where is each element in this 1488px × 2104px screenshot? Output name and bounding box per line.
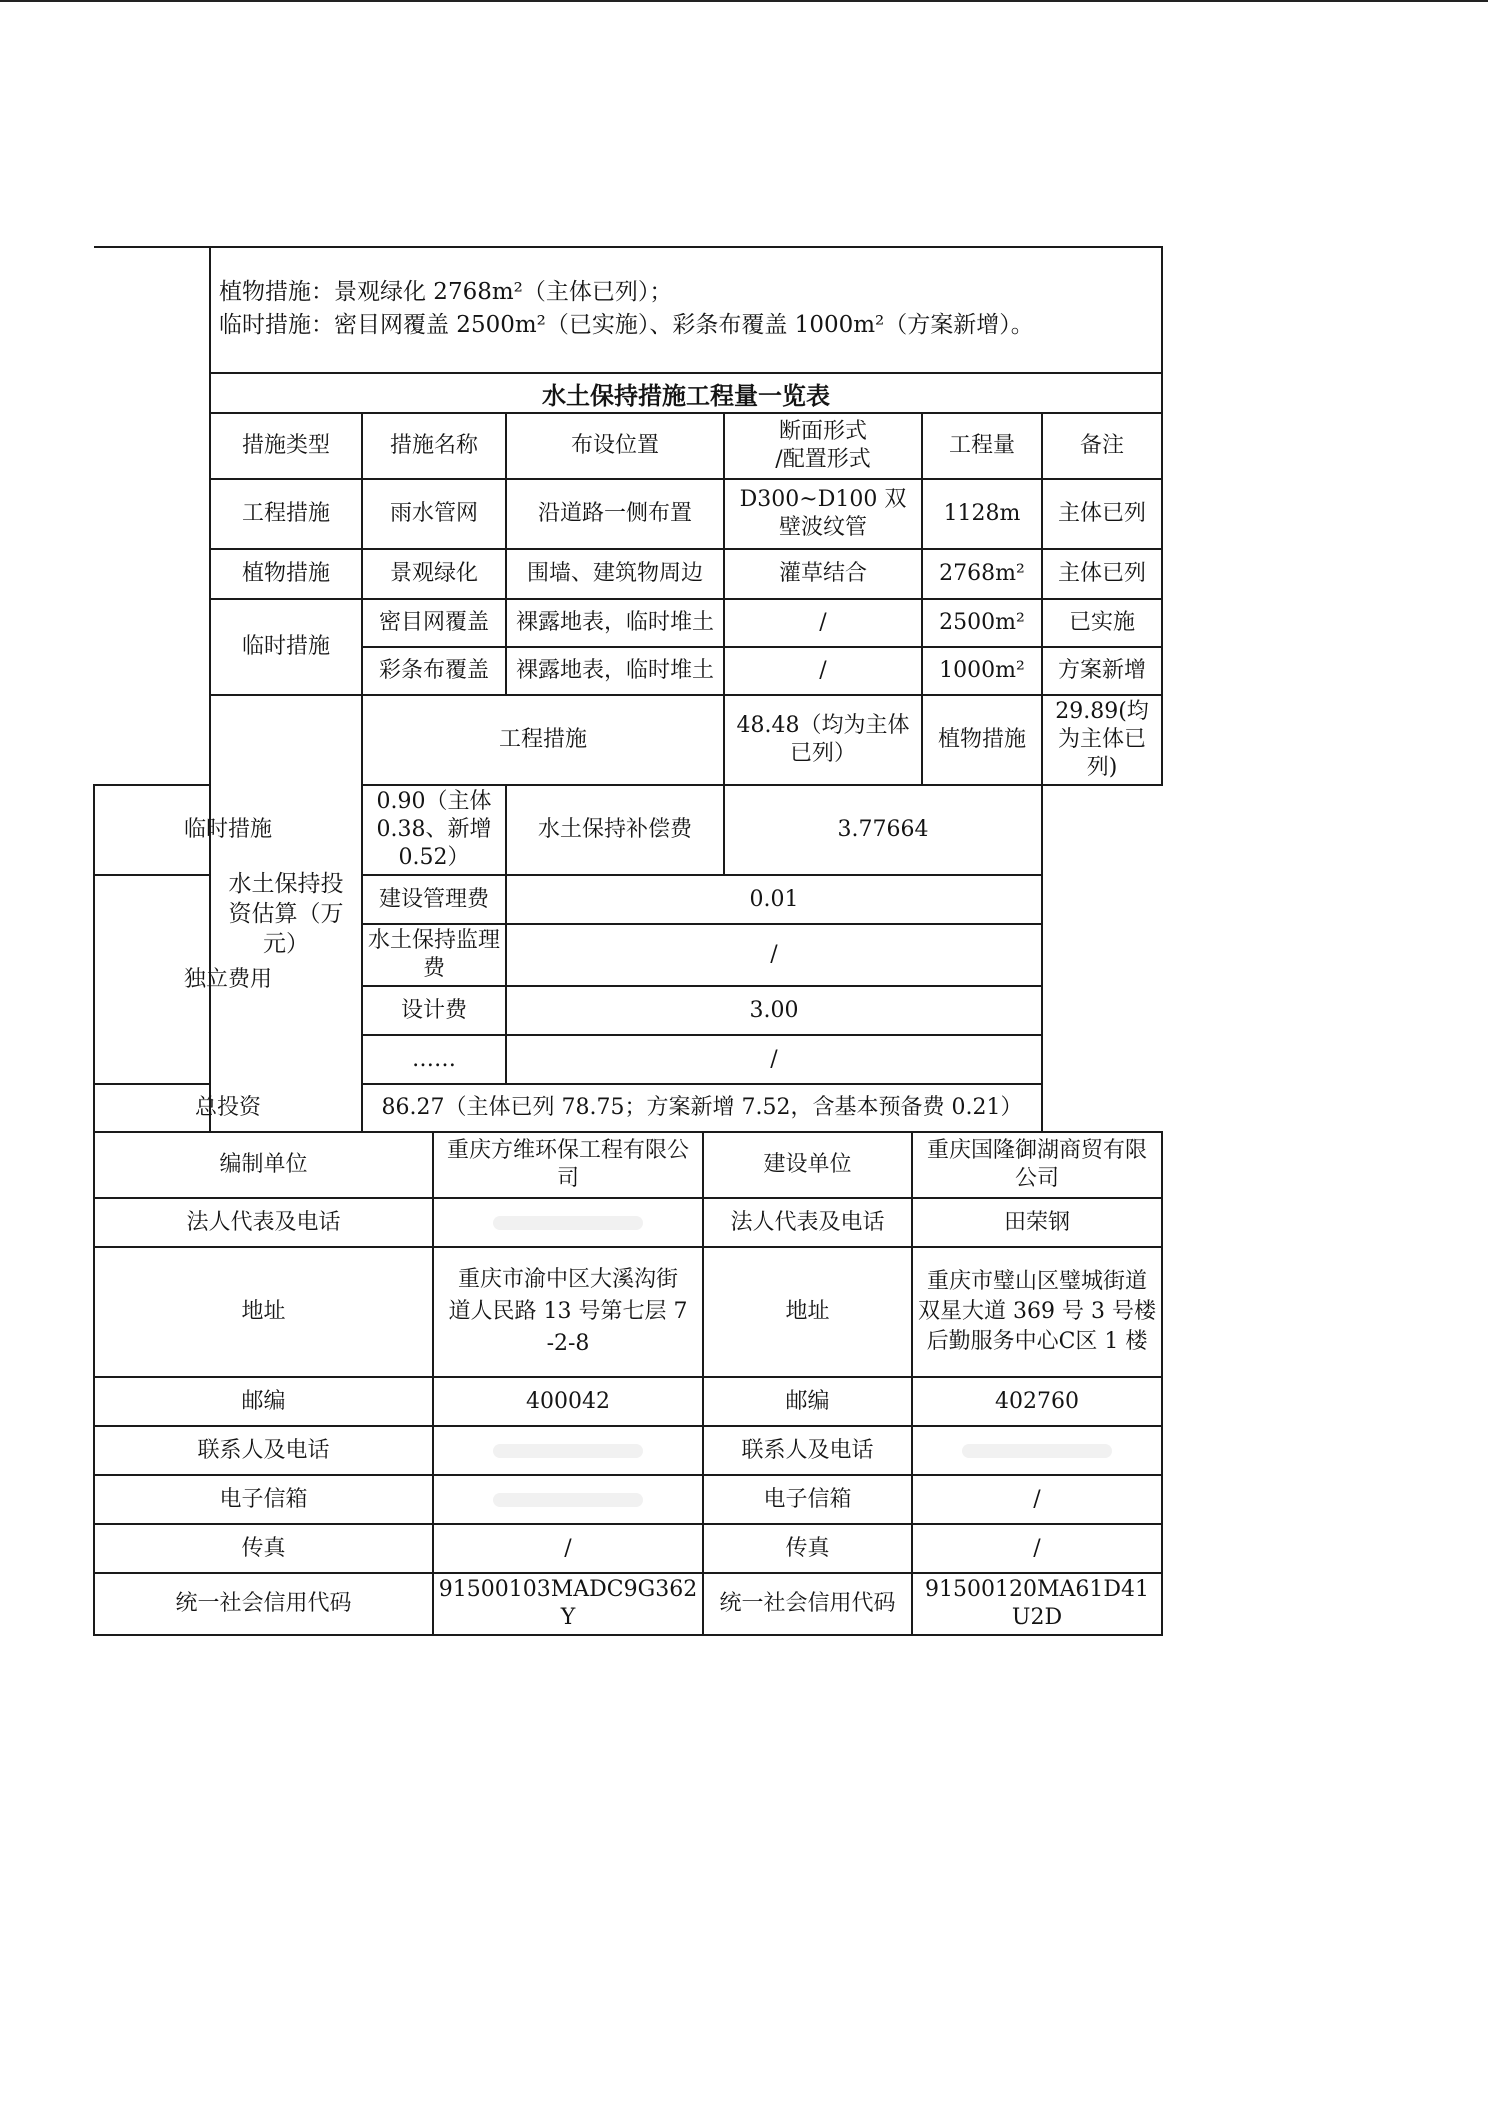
- legal-rep-builder-value: 田荣钢: [912, 1198, 1162, 1247]
- postcode-label-builder: 邮编: [703, 1377, 912, 1426]
- independent-item-value: 0.01: [506, 875, 1042, 924]
- table-row-location: 沿道路一侧布置: [506, 479, 724, 549]
- redacted-mark: [493, 1216, 643, 1230]
- total-investment-label: 总投资: [94, 1084, 362, 1132]
- notes-line-plant: 植物措施：景观绿化 2768m²（主体已列）；: [219, 279, 673, 305]
- independent-fee-label: 独立费用: [94, 875, 362, 1084]
- compiler-unit-label: 编制单位: [94, 1132, 433, 1198]
- table-row-form: /: [724, 599, 922, 647]
- table-row-name: 彩条布覆盖: [362, 647, 506, 695]
- table-row-type: 临时措施: [210, 599, 362, 695]
- independent-item-label: 建设管理费: [362, 875, 506, 924]
- legal-rep-label: 法人代表及电话: [94, 1198, 433, 1247]
- independent-item-label: 水土保持监理费: [362, 924, 506, 986]
- table-row-form: 灌草结合: [724, 549, 922, 599]
- address-label-builder: 地址: [703, 1247, 912, 1377]
- contact-label-builder: 联系人及电话: [703, 1426, 912, 1475]
- redacted-mark: [493, 1444, 643, 1458]
- compiler-unit-value: 重庆方维环保工程有限公司: [433, 1132, 703, 1198]
- table-row-quantity: 1128m: [922, 479, 1042, 549]
- address-builder-value: 重庆市璧山区璧城街道双星大道 369 号 3 号楼后勤服务中心C区 1 楼: [912, 1247, 1162, 1377]
- temporary-measure-value: 0.90（主体 0.38、新增 0.52）: [362, 785, 506, 875]
- parties-info-table: [93, 1131, 1163, 1636]
- notes-line-temporary: 临时措施：密目网覆盖 2500m²（已实施）、彩条布覆盖 1000m²（方案新增）。: [219, 312, 1034, 338]
- investment-section-label: 水土保持投资估算（万元）: [210, 695, 362, 1132]
- table-row-type: 植物措施: [210, 549, 362, 599]
- table-row-name: 密目网覆盖: [362, 599, 506, 647]
- temporary-measure-label: 临时措施: [94, 785, 362, 875]
- engineering-measure-value: 48.48（均为主体已列）: [724, 695, 922, 785]
- plant-measure-label: 植物措施: [922, 695, 1042, 785]
- email-label: 电子信箱: [94, 1475, 433, 1524]
- contact-compiler-value: [433, 1426, 703, 1475]
- credit-code-compiler-value: 91500103MADC9G362Y: [433, 1573, 703, 1635]
- table-row-remark: 主体已列: [1042, 549, 1162, 599]
- header-quantity: 工程量: [922, 413, 1042, 479]
- builder-unit-label: 建设单位: [703, 1132, 912, 1198]
- independent-item-label: 设计费: [362, 986, 506, 1035]
- fax-compiler-value: /: [433, 1524, 703, 1573]
- header-location: 布设位置: [506, 413, 724, 479]
- credit-code-label-builder: 统一社会信用代码: [703, 1573, 912, 1635]
- table-row-location: 围墙、建筑物周边: [506, 549, 724, 599]
- table-row-quantity: 2768m²: [922, 549, 1042, 599]
- credit-code-builder-value: 91500120MA61D41U2D: [912, 1573, 1162, 1635]
- engineering-measure-label: 工程措施: [362, 695, 724, 785]
- table-row-remark: 方案新增: [1042, 647, 1162, 695]
- address-compiler-value: 重庆市渝中区大溪沟街道人民路 13 号第七层 7-2-8: [433, 1247, 703, 1377]
- table-row-remark: 主体已列: [1042, 479, 1162, 549]
- credit-code-label: 统一社会信用代码: [94, 1573, 433, 1635]
- table-row-type: 工程措施: [210, 479, 362, 549]
- table-row-form: D300~D100 双壁波纹管: [724, 479, 922, 549]
- independent-item-label: ……: [362, 1035, 506, 1084]
- fax-label-builder: 传真: [703, 1524, 912, 1573]
- total-investment-value: 86.27（主体已列 78.75；方案新增 7.52，含基本预备费 0.21）: [362, 1084, 1042, 1132]
- table-row-form: /: [724, 647, 922, 695]
- redacted-mark: [493, 1493, 643, 1507]
- document-table-container: [93, 246, 1161, 1636]
- table-row-name: 景观绿化: [362, 549, 506, 599]
- page-top-border: [0, 0, 1488, 2]
- header-remark: 备注: [1042, 413, 1162, 479]
- table-row-location: 裸露地表，临时堆土: [506, 599, 724, 647]
- soil-conservation-summary-table: [93, 246, 1163, 1133]
- table-row-location: 裸露地表，临时堆土: [506, 647, 724, 695]
- independent-item-value: /: [506, 924, 1042, 986]
- fax-builder-value: /: [912, 1524, 1162, 1573]
- email-label-builder: 电子信箱: [703, 1475, 912, 1524]
- redacted-mark: [962, 1444, 1112, 1458]
- postcode-label: 邮编: [94, 1377, 433, 1426]
- independent-item-value: /: [506, 1035, 1042, 1084]
- postcode-builder-value: 402760: [912, 1377, 1162, 1426]
- header-measure-name: 措施名称: [362, 413, 506, 479]
- builder-unit-value: 重庆国隆御湖商贸有限公司: [912, 1132, 1162, 1198]
- postcode-compiler-value: 400042: [433, 1377, 703, 1426]
- measures-table-title: 水土保持措施工程量一览表: [210, 373, 1162, 413]
- address-label: 地址: [94, 1247, 433, 1377]
- measures-notes: [210, 247, 1162, 373]
- compensation-fee-label: 水土保持补偿费: [506, 785, 724, 875]
- fax-label: 传真: [94, 1524, 433, 1573]
- contact-builder-value: [912, 1426, 1162, 1475]
- table-row-quantity: 2500m²: [922, 599, 1042, 647]
- table-row-name: 雨水管网: [362, 479, 506, 549]
- email-builder-value: /: [912, 1475, 1162, 1524]
- table-row-remark: 已实施: [1042, 599, 1162, 647]
- header-section-form: 断面形式 /配置形式: [724, 413, 922, 479]
- contact-label: 联系人及电话: [94, 1426, 433, 1475]
- email-compiler-value: [433, 1475, 703, 1524]
- legal-rep-compiler-value: [433, 1198, 703, 1247]
- plant-measure-value: 29.89(均为主体已列): [1042, 695, 1162, 785]
- header-measure-type: 措施类型: [210, 413, 362, 479]
- compensation-fee-value: 3.77664: [724, 785, 1042, 875]
- legal-rep-label-builder: 法人代表及电话: [703, 1198, 912, 1247]
- independent-item-value: 3.00: [506, 986, 1042, 1035]
- left-label-empty-top: [94, 247, 210, 785]
- table-row-quantity: 1000m²: [922, 647, 1042, 695]
